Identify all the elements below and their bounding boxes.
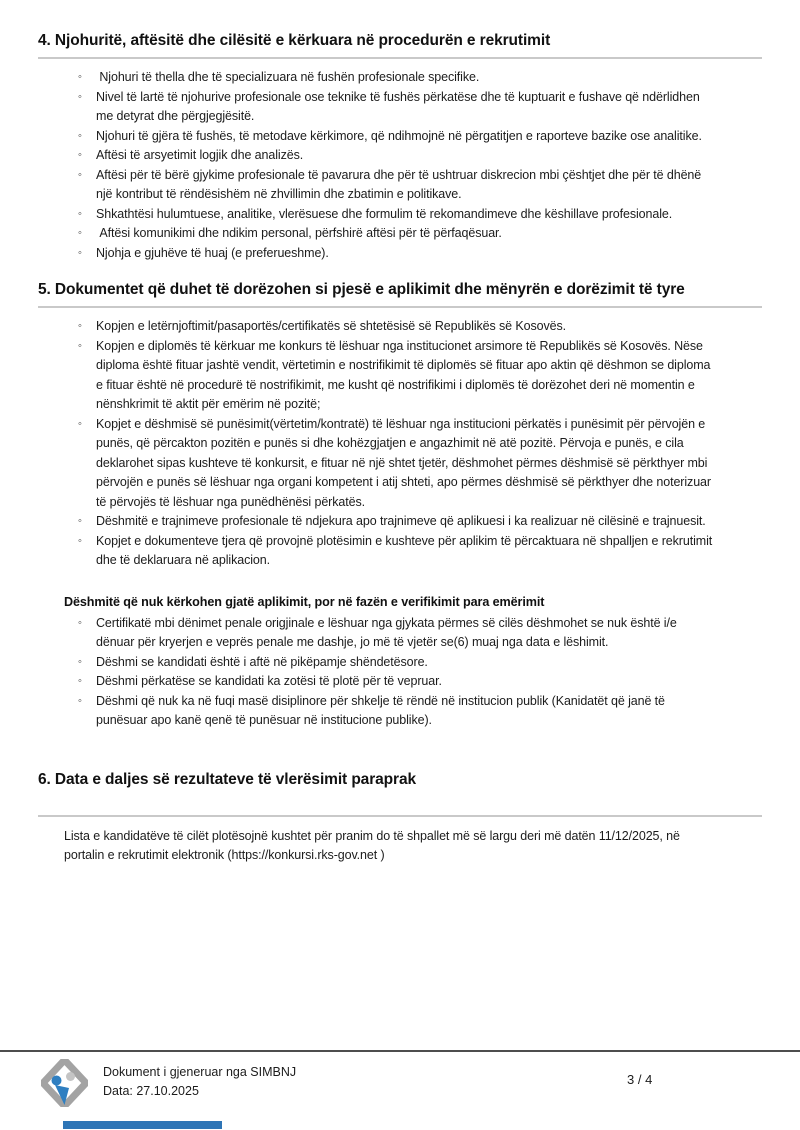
list-item — [78, 146, 716, 166]
list-item — [78, 532, 716, 571]
heading-rule — [38, 815, 762, 817]
simbnj-logo-icon — [41, 1059, 88, 1107]
bullet-marker-icon: ◦ — [78, 655, 82, 668]
list-item — [78, 127, 716, 147]
bullet-marker-icon: ◦ — [78, 90, 82, 103]
list-item — [78, 68, 716, 88]
section-5-heading: 5. Dokumentet që duhet të dorëzohen si pjesë e aplikimit dhe mënyrën e dorëzimit të tyre — [38, 281, 685, 298]
footer-text — [103, 1063, 296, 1101]
list-item — [78, 224, 716, 244]
bullet-marker-icon: ◦ — [78, 417, 82, 430]
bullet-marker-icon: ◦ — [78, 149, 82, 161]
list-item — [78, 317, 716, 337]
bullet-marker-icon: ◦ — [78, 675, 82, 687]
list-item — [78, 205, 716, 225]
list-item — [78, 88, 716, 127]
bullet-marker-icon: ◦ — [78, 168, 82, 181]
generated-by-label: Dokument i gjeneruar nga SIMBNJ — [103, 1065, 297, 1079]
bullet-text: Njohja e gjuhëve të huaj (e preferueshme). — [96, 245, 329, 260]
bullet-marker-icon: ◦ — [78, 227, 82, 239]
list-item — [78, 512, 716, 532]
bottom-accent-bar — [63, 1121, 222, 1129]
bullet-marker-icon: ◦ — [78, 534, 82, 547]
section-4-bullet-list — [38, 68, 762, 263]
list-item — [78, 244, 716, 264]
bullet-text: Nivel të lartë të njohurive profesionale ose teknike të fushës përkatëse dhe të kuptuarit e fushave që ndërlidhen me detyrat dhe përgjegjësitë. — [96, 89, 704, 123]
section-5 — [38, 279, 762, 731]
bullet-marker-icon: ◦ — [78, 515, 82, 527]
bullet-text: Kopjet e dokumenteve tjera që provojnë plotësimin e kushteve për aplikim të përcaktuara në shpalljen e rekrutimit dhe të deklaruara në aplikacion. — [96, 533, 716, 567]
bullet-text: Dëshmi përkatëse se kandidati ka zotësi të plotë për të vepruar. — [96, 674, 442, 688]
bullet-text: Kopjet e dëshmisë së punësimit(vërtetim/kontratë) të lëshuar nga institucioni përkatës i punësimit për përvojën e punës, që përcakton pozitën e punës si dhe kohëzgjatjen e angazhimit në atë pozitë. Përvoja e punës, e cila deklarohet sipas kushteve të konkursit, e fituar në një shtet tjetër, dëshmohet përmes dëshmisë së përkthyer mbi përvojën e punës së lëshuar nga organi kompetent i atij shteti, apo përmes dëshmisë së përkthyer dhe noterizuar të përvojës të lëshuar nga punëdhënësi përkatës. — [96, 416, 715, 509]
footer-divider — [0, 1050, 800, 1052]
bullet-text: Aftësi të arsyetimit logjik dhe analizës. — [96, 148, 304, 162]
bullet-text: Kopjen e diplomës të kërkuar me konkurs të lëshuar nga institucionet arsimore të Republikës së Kosovës. Nëse diploma është fituar jashtë vendit, vërtetimin e nostrifikimit të diplomës së fituar apo aktin që dëshmon se diploma e fituar është në procedurë të nostrifikimit, me kusht që nostrifikimi i diplomës të dorëzohet deri në momentin e nënshkrimit të aktit për emërim në pozitë; — [96, 338, 714, 411]
verification-subheading: Dëshmitë që nuk kërkohen gjatë aplikimit, por në fazën e verifikimit para emërimit — [64, 594, 545, 609]
section-4 — [38, 30, 762, 263]
list-item — [78, 672, 716, 692]
bullet-text: Njohuri të thella dhe të specializuara në fushën profesionale specifike. — [96, 70, 480, 84]
results-date-paragraph: Lista e kandidatëve të cilët plotësojnë kushtet për pranim do të shpallet më së largu deri më datën 11/12/2025, në portalin e rekrutimit elektronik (https://konkursi.rks-gov.net ) — [64, 828, 684, 862]
bullet-marker-icon: ◦ — [78, 207, 82, 220]
section-6 — [38, 769, 762, 866]
list-item — [78, 166, 716, 205]
bullet-text: Kopjen e letërnjoftimit/pasaportës/certifikatës së shtetësisë së Republikës së Kosovës. — [96, 319, 567, 333]
bullet-marker-icon: ◦ — [78, 71, 82, 83]
bullet-marker-icon: ◦ — [78, 129, 82, 142]
bullet-text: Njohuri të gjëra të fushës, të metodave kërkimore, që ndihmojnë në përgatitjen e raporteve bazike ose analitike. — [96, 128, 702, 143]
bullet-text: Dëshmi që nuk ka në fuqi masë disiplinore për shkelje të rëndë në institucion publik (Kanidatët që janë të punësuar apo kanë qenë të punësuar në institucione publike). — [96, 693, 669, 727]
section-4-heading: 4. Njohuritë, aftësitë dhe cilësitë e kërkuara në procedurën e rekrutimit — [38, 32, 551, 49]
bullet-marker-icon: ◦ — [78, 339, 82, 352]
heading-rule — [38, 57, 762, 59]
list-item — [78, 614, 716, 653]
list-item — [78, 337, 716, 415]
page-number: 3 / 4 — [627, 1072, 653, 1087]
bullet-text: Certifikatë mbi dënimet penale origjinale e lëshuar nga gjykata përmes së cilës dëshmohet se nuk është i/e dënuar për kryerjen e veprës penale me dashje, jo më të vjetër se(6) muaj nga data e lëshimit. — [96, 615, 681, 649]
bullet-marker-icon: ◦ — [78, 616, 82, 629]
bullet-marker-icon: ◦ — [78, 246, 82, 259]
generated-date-label: Data: 27.10.2025 — [103, 1084, 199, 1098]
list-item — [78, 415, 716, 513]
bullet-text: Aftësi për të bërë gjykime profesionale të pavarura dhe për të ushtruar diskrecion mbi çështjet dhe për të dhënë një kontribut të rëndësishëm në zhvillimin dhe zbatimin e politikave. — [96, 167, 705, 201]
list-item — [78, 692, 716, 731]
list-item — [78, 653, 716, 673]
bullet-marker-icon: ◦ — [78, 694, 82, 707]
bullet-text: Dëshmitë e trajnimeve profesionale të ndjekura apo trajnimeve që aplikuesi i ka realizuar në cilësinë e trajnuesit. — [96, 514, 706, 528]
section-6-heading: 6. Data e daljes së rezultateve të vlerësimit paraprak — [38, 770, 416, 788]
bullet-text: Dëshmi se kandidati është i aftë në pikëpamje shëndetësore. — [96, 654, 428, 669]
bullet-text: Shkathtësi hulumtuese, analitike, vlerësuese dhe formulim të rekomandimeve dhe këshillave profesionale. — [96, 206, 673, 221]
heading-rule — [38, 306, 762, 308]
verification-bullet-list — [38, 614, 762, 731]
bullet-text: Aftësi komunikimi dhe ndikim personal, përfshirë aftësi për të përfaqësuar. — [96, 226, 502, 240]
bullet-marker-icon: ◦ — [78, 320, 82, 332]
section-5-bullet-list — [38, 317, 762, 571]
